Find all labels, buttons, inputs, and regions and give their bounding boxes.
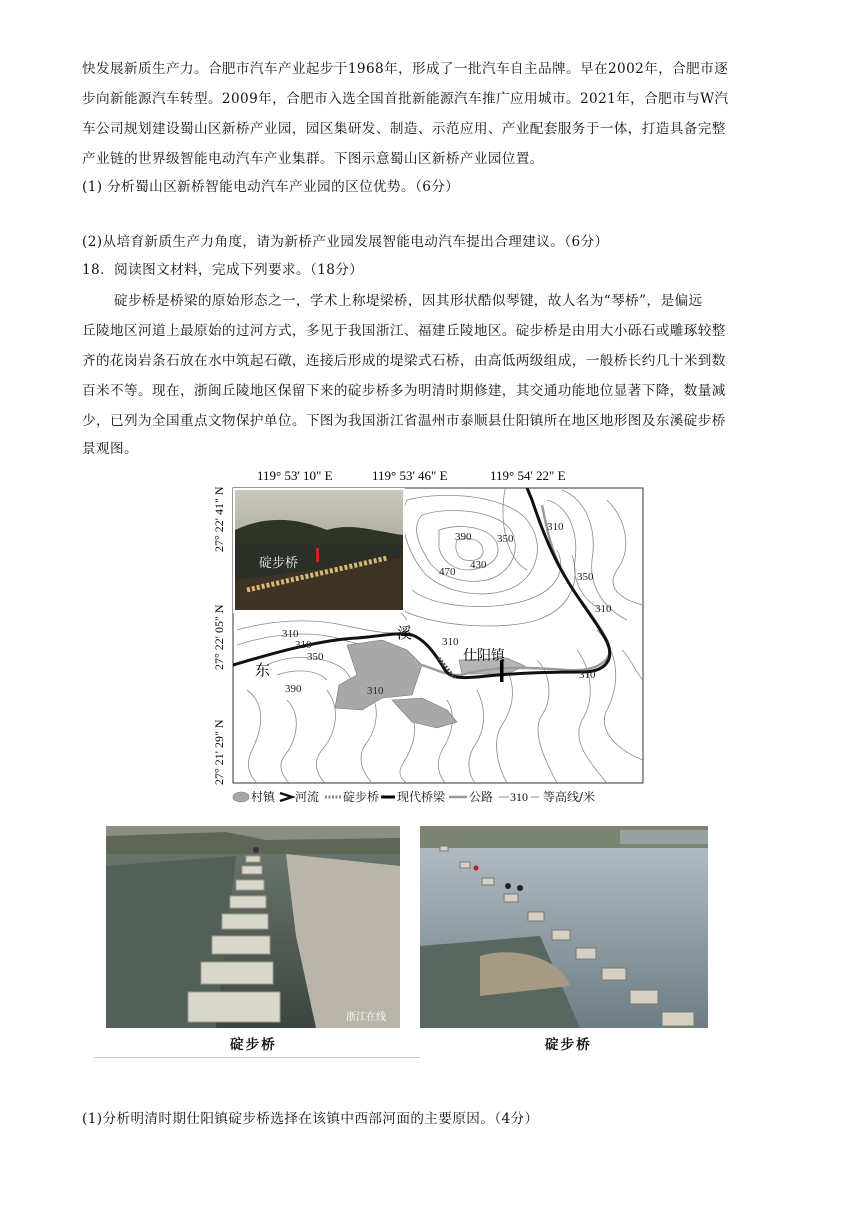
question-1: (1) 分析蜀山区新桥智能电动汽车产业园的区位优势。（6分） — [82, 179, 460, 195]
photo-caption-right: 碇步桥 — [545, 1037, 592, 1053]
lon-label: 119° 53' 10" E — [257, 468, 333, 483]
contour-label: 350 — [577, 571, 594, 583]
lon-label: 119° 54' 22" E — [490, 468, 566, 483]
text-line: 步向新能源汽车转型。2009年，合肥市入选全国首批新能源汽车推广应用城市。2021年，合肥市与W汽 — [82, 91, 729, 107]
question-18-heading: 18．阅读图文材料，完成下列要求。（18分） — [82, 262, 364, 278]
river-name-label: 东 — [255, 661, 271, 679]
inset-photo — [235, 490, 403, 610]
lat-label: 27° 22' 41" N — [212, 486, 226, 552]
legend-contour-sample: 310 — [510, 790, 528, 804]
contour-label: 310 — [295, 639, 312, 651]
contour-label: 470 — [439, 566, 456, 578]
map-legend — [233, 789, 595, 804]
contour-label: 350 — [307, 651, 324, 663]
stepping-bridge-photo-left — [106, 826, 400, 1028]
contour-label: 310 — [442, 636, 459, 648]
text-line: 景观图。 — [82, 441, 138, 457]
legend-contour-label: 等高线/米 — [543, 790, 596, 804]
legend-road-label: 公路 — [469, 790, 494, 804]
text-line: 齐的花岗岩条石放在水中筑起石礅，连接后形成的堤梁式石桥，由高低两级组成，一般桥长约几十米到数 — [82, 353, 726, 369]
contour-label: 310 — [595, 603, 612, 615]
legend-river-swatch — [280, 793, 292, 801]
lat-label: 27° 21' 29" N — [212, 719, 226, 785]
text-line: 车公司规划建设蜀山区新桥产业园，园区集研发、制造、示范应用、产业配套服务于一体，打造具备完整 — [82, 121, 726, 137]
contour-label: 310 — [282, 628, 299, 640]
legend-stepping-label: 碇步桥 — [343, 790, 380, 804]
legend-river-label: 河流 — [295, 790, 320, 804]
text-line: 碇步桥是桥梁的原始形态之一，学术上称堤梁桥，因其形状酷似琴键，故人名为“琴桥”，是偏远 — [114, 293, 703, 309]
topographic-map — [207, 460, 647, 805]
question-18-1: (1)分析明清时期仕阳镇碇步桥选择在该镇中西部河面的主要原因。（4分） — [82, 1111, 539, 1127]
text-line: 快发展新质生产力。合肥市汽车产业起步于1968年，形成了一批汽车自主品牌。早在2002年，合肥市逐 — [82, 61, 729, 77]
legend-modern-label: 现代桥梁 — [397, 790, 446, 804]
text-line: 百米不等。现在，浙闽丘陵地区保留下来的碇步桥多为明清时期修建，其交通功能地位显著下降，数量减 — [82, 383, 726, 399]
lat-label: 27° 22' 05" N — [212, 604, 226, 670]
town-label: 仕阳镇 — [463, 648, 505, 664]
legend-village-swatch — [233, 792, 249, 802]
text-line: 产业链的世界级智能电动汽车产业集群。下图示意蜀山区新桥产业园位置。 — [82, 151, 544, 167]
text-line: 丘陵地区河道上最原始的过河方式，多见于我国浙江、福建丘陵地区。碇步桥是由用大小砾石或雕琢较整 — [82, 323, 726, 339]
photo-watermark: 浙江在线 — [346, 1012, 386, 1023]
question-2: (2)从培育新质生产力角度，请为新桥产业园发展智能电动汽车提出合理建议。（6分） — [82, 234, 609, 250]
text-line: 少，已列为全国重点文物保护单位。下图为我国浙江省温州市泰顺县仕阳镇所在地区地形图及东溪碇步桥 — [82, 413, 726, 429]
legend-village-label: 村镇 — [251, 790, 276, 804]
lon-label: 119° 53' 46" E — [372, 468, 448, 483]
inset-marker — [316, 548, 319, 562]
contour-label: 390 — [285, 683, 302, 695]
photo-caption-left: 碇步桥 — [230, 1037, 277, 1053]
stepping-bridge-photo-right — [420, 826, 708, 1028]
contour-label: 430 — [470, 559, 487, 571]
contour-label: 390 — [455, 531, 472, 543]
contour-label: 310 — [367, 685, 384, 697]
inset-label: 碇步桥 — [259, 556, 299, 571]
photo-rule — [94, 1057, 420, 1058]
contour-label: 310 — [579, 669, 596, 681]
river-name-label: 溪 — [397, 624, 413, 642]
contour-label: 310 — [547, 521, 564, 533]
contour-label: 350 — [497, 533, 514, 545]
